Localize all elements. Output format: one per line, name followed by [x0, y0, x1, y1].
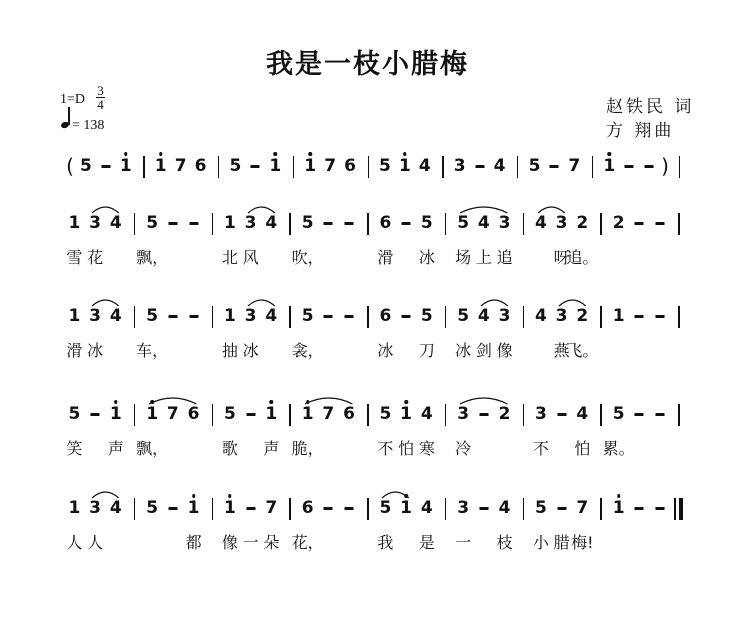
- barline: [134, 498, 135, 520]
- lyric-char: 雪: [66, 248, 83, 267]
- note-5: 5: [146, 213, 159, 233]
- note-1: 1: [269, 156, 282, 176]
- note-1: 1: [612, 306, 625, 326]
- note-6: 6: [343, 404, 355, 424]
- note-1: 1: [223, 306, 236, 326]
- lyric-char: 都: [185, 533, 202, 552]
- slur-arc: [381, 489, 410, 499]
- sustain-dash: [625, 165, 634, 168]
- sustain-dash: [656, 507, 665, 510]
- note-3: 3: [457, 404, 470, 424]
- lyric-char: 不: [377, 439, 394, 458]
- note-4: 4: [493, 156, 506, 176]
- note-1: 1: [68, 213, 81, 233]
- lyric-char: 上: [475, 248, 492, 267]
- high-octave-dot: [270, 400, 274, 404]
- note-4: 4: [109, 498, 122, 518]
- sustain-dash: [479, 413, 488, 416]
- time-signature-top: 3: [97, 83, 104, 98]
- barline: [134, 213, 135, 235]
- score-line: [0, 300, 735, 360]
- note-1: 1: [68, 498, 81, 518]
- sustain-dash: [345, 222, 354, 225]
- sustain-dash: [246, 507, 255, 510]
- lyric-char: 花，: [291, 533, 324, 552]
- note-4: 4: [418, 156, 431, 176]
- note-4: 4: [420, 498, 433, 518]
- lyric-char: 枝: [496, 533, 513, 552]
- note-6: 6: [344, 156, 356, 176]
- lyric-char: 我: [377, 533, 394, 552]
- note-1: 1: [187, 498, 200, 518]
- note-5: 5: [301, 306, 314, 326]
- sustain-dash: [345, 507, 354, 510]
- sustain-dash: [324, 315, 333, 318]
- barline: [367, 213, 368, 235]
- lyric-char: 梅!: [571, 533, 594, 552]
- slur-arc: [91, 204, 120, 214]
- note-3: 3: [89, 498, 102, 518]
- barline: [600, 498, 601, 520]
- high-octave-dot: [159, 152, 163, 156]
- note-1: 1: [603, 156, 616, 176]
- lyric-char: 燕: [553, 341, 570, 360]
- lyric-char: 追: [496, 248, 513, 267]
- slur-arc: [148, 395, 197, 405]
- barline: [600, 306, 601, 328]
- note-7: 7: [166, 404, 179, 424]
- barline: [600, 213, 601, 235]
- lyric-char: 怕: [398, 439, 415, 458]
- note-4: 4: [477, 306, 490, 326]
- note-3: 3: [555, 306, 568, 326]
- barline: [289, 306, 290, 328]
- sustain-dash: [101, 165, 110, 168]
- note-4: 4: [265, 306, 278, 326]
- high-octave-dot: [274, 152, 278, 156]
- sustain-dash: [168, 315, 177, 318]
- sustain-dash: [645, 165, 654, 168]
- barline: [523, 213, 524, 235]
- lyric-char: 是: [418, 533, 435, 552]
- sustain-dash: [251, 165, 260, 168]
- barline: [289, 213, 290, 235]
- note-1: 1: [301, 404, 314, 424]
- slur-arc: [480, 297, 509, 307]
- note-5: 5: [379, 404, 392, 424]
- lyric-char: 脆，: [291, 439, 324, 458]
- lyric-char: 风: [242, 248, 259, 267]
- lyric-char: 不: [532, 439, 549, 458]
- lyric-char: 朵: [263, 533, 280, 552]
- slur-arc: [91, 489, 120, 499]
- barline: [445, 213, 446, 235]
- barline: [212, 404, 213, 426]
- lyric-char: 一: [242, 533, 259, 552]
- lyric-char: 衾，: [291, 341, 324, 360]
- high-octave-dot: [124, 152, 128, 156]
- note-1: 1: [68, 306, 81, 326]
- lyric-char: 滑: [66, 341, 83, 360]
- barline: [523, 306, 524, 328]
- note-3: 3: [498, 213, 511, 233]
- lyric-char: 冰: [455, 341, 472, 360]
- note-5: 5: [457, 306, 470, 326]
- barline: [600, 404, 601, 426]
- lyric-char: 怕: [574, 439, 591, 458]
- sustain-dash: [656, 222, 665, 225]
- note-5: 5: [420, 213, 433, 233]
- barline: [592, 156, 593, 178]
- note-6: 6: [194, 156, 207, 176]
- sustain-dash: [91, 413, 100, 416]
- note-2: 2: [612, 213, 625, 233]
- barline: [679, 156, 680, 178]
- note-1: 1: [398, 156, 411, 176]
- barline: [212, 498, 213, 520]
- high-octave-dot: [192, 494, 196, 498]
- sustain-dash: [635, 315, 644, 318]
- high-octave-dot: [228, 494, 232, 498]
- note-4: 4: [534, 213, 547, 233]
- lyric-char: 呀: [553, 248, 570, 267]
- high-octave-dot: [114, 400, 118, 404]
- note-2: 2: [576, 306, 589, 326]
- barline: [678, 306, 679, 328]
- barline: [678, 213, 679, 235]
- lyric-char: 冰: [377, 341, 394, 360]
- final-barline-thick: [679, 498, 683, 520]
- lyric-char: 一: [455, 533, 472, 552]
- barline: [289, 498, 290, 520]
- note-5: 5: [146, 498, 159, 518]
- note-4: 4: [477, 213, 490, 233]
- lyric-char: 飘，: [136, 248, 169, 267]
- note-4: 4: [109, 213, 122, 233]
- note-7: 7: [324, 156, 337, 176]
- barline: [212, 213, 213, 235]
- lyric-char: 腊: [553, 533, 570, 552]
- note-4: 4: [576, 404, 589, 424]
- note-1: 1: [304, 156, 317, 176]
- note-1: 1: [154, 156, 167, 176]
- barline: [289, 404, 290, 426]
- note-5: 5: [528, 156, 541, 176]
- lyric-char: 累。: [602, 439, 635, 458]
- sustain-dash: [402, 222, 411, 225]
- note-1: 1: [400, 404, 413, 424]
- sustain-dash: [324, 507, 333, 510]
- sustain-dash: [168, 507, 177, 510]
- quarter-note-icon: [60, 121, 70, 129]
- note-5: 5: [80, 156, 92, 176]
- sustain-dash: [246, 413, 255, 416]
- key-signature: 1=D: [60, 92, 86, 107]
- note-4: 4: [265, 213, 278, 233]
- note-1: 1: [109, 404, 122, 424]
- barline: [367, 404, 368, 426]
- barline: [212, 306, 213, 328]
- song-title: 我是一枝小腊梅: [266, 49, 469, 80]
- barline: [445, 404, 446, 426]
- sustain-dash: [557, 507, 566, 510]
- sustain-dash: [189, 315, 198, 318]
- sustain-dash: [402, 315, 411, 318]
- note-3: 3: [453, 156, 466, 176]
- note-3: 3: [534, 404, 547, 424]
- sustain-dash: [635, 507, 644, 510]
- note-7: 7: [265, 498, 278, 518]
- barline: [134, 404, 135, 426]
- high-octave-dot: [607, 152, 611, 156]
- note-5: 5: [457, 213, 470, 233]
- note-1: 1: [119, 156, 132, 176]
- slur-arc: [459, 204, 508, 214]
- note-7: 7: [568, 156, 581, 176]
- note-2: 2: [498, 404, 511, 424]
- note-5: 5: [612, 404, 625, 424]
- slur-arc: [558, 297, 587, 307]
- lyric-char: 人: [66, 533, 83, 552]
- barline: [445, 498, 446, 520]
- note-5: 5: [146, 306, 159, 326]
- lyric-char: 飞。: [566, 341, 599, 360]
- composer-credit: 方 翔曲: [606, 121, 675, 141]
- score-line: [0, 492, 735, 552]
- note-5: 5: [223, 404, 236, 424]
- barline: [367, 498, 368, 520]
- note-3: 3: [89, 306, 102, 326]
- note-3: 3: [244, 306, 257, 326]
- note-5: 5: [379, 156, 391, 176]
- sustain-dash: [635, 413, 644, 416]
- note-4: 4: [420, 404, 433, 424]
- slur-arc: [459, 395, 508, 405]
- sustain-dash: [550, 165, 559, 168]
- lyric-char: 场: [455, 248, 472, 267]
- time-signature-bottom: 4: [97, 97, 104, 112]
- note-7: 7: [174, 156, 187, 176]
- lyric-char: 剑: [475, 341, 492, 360]
- note-5: 5: [229, 156, 242, 176]
- lyric-char: 吹，: [291, 248, 324, 267]
- note-2: 2: [576, 213, 589, 233]
- slur-arc: [91, 297, 120, 307]
- note-6: 6: [187, 404, 200, 424]
- note-3: 3: [89, 213, 102, 233]
- lyric-char: 冰: [418, 248, 435, 267]
- barline: [678, 404, 679, 426]
- barline: [293, 156, 294, 178]
- score-line: [0, 150, 735, 190]
- note-1: 1: [146, 404, 159, 424]
- note-3: 3: [244, 213, 257, 233]
- lyric-char: 滑: [377, 248, 394, 267]
- note-6: 6: [301, 498, 314, 518]
- lyric-char: 北: [221, 248, 238, 267]
- barline: [442, 156, 443, 178]
- sustain-dash: [168, 222, 177, 225]
- note-5: 5: [420, 306, 433, 326]
- lyric-char: 冰: [87, 341, 104, 360]
- note-5: 5: [379, 498, 392, 518]
- repeat-parenthesis: (: [66, 154, 74, 178]
- note-3: 3: [498, 306, 511, 326]
- lyric-char: 追。: [566, 248, 599, 267]
- lyric-char: 歌: [221, 439, 238, 458]
- sustain-dash: [635, 222, 644, 225]
- barline: [143, 156, 144, 178]
- lyricist-credit: 赵铁民 词: [606, 97, 695, 117]
- note-7: 7: [322, 404, 335, 424]
- lyric-char: 声: [263, 439, 280, 458]
- note-1: 1: [400, 498, 413, 518]
- note-4: 4: [498, 498, 511, 518]
- slur-arc: [537, 204, 566, 214]
- barline: [134, 306, 135, 328]
- slur-arc: [304, 395, 353, 405]
- lyric-char: 笑: [66, 439, 83, 458]
- tempo-marking: = 138: [72, 118, 105, 133]
- sustain-dash: [656, 315, 665, 318]
- lyric-char: 刀: [418, 341, 435, 360]
- lyric-char: 抽: [221, 341, 238, 360]
- high-octave-dot: [403, 152, 407, 156]
- high-octave-dot: [308, 152, 312, 156]
- barline: [367, 306, 368, 328]
- sustain-dash: [656, 413, 665, 416]
- sustain-dash: [479, 507, 488, 510]
- lyric-char: 飘，: [136, 439, 169, 458]
- lyric-char: 冰: [242, 341, 259, 360]
- lyric-char: 像: [221, 533, 238, 552]
- barline: [445, 306, 446, 328]
- note-3: 3: [457, 498, 470, 518]
- note-1: 1: [612, 498, 625, 518]
- final-barline-thin: [674, 498, 676, 520]
- note-4: 4: [109, 306, 122, 326]
- slur-arc: [247, 297, 276, 307]
- sustain-dash: [189, 222, 198, 225]
- sustain-dash: [475, 165, 484, 168]
- note-1: 1: [223, 213, 236, 233]
- barline: [523, 498, 524, 520]
- note-5: 5: [534, 498, 547, 518]
- note-6: 6: [379, 213, 392, 233]
- lyric-char: 声: [107, 439, 124, 458]
- lyric-char: 人: [87, 533, 104, 552]
- note-4: 4: [534, 306, 547, 326]
- lyric-char: 像: [496, 341, 513, 360]
- lyric-char: 寒: [418, 439, 435, 458]
- barline: [517, 156, 518, 178]
- sustain-dash: [324, 222, 333, 225]
- barline: [523, 404, 524, 426]
- note-3: 3: [555, 213, 568, 233]
- note-6: 6: [379, 306, 392, 326]
- time-signature: [96, 84, 105, 111]
- sustain-dash: [557, 413, 566, 416]
- repeat-parenthesis: ): [661, 154, 669, 178]
- sustain-dash: [345, 315, 354, 318]
- high-octave-dot: [617, 494, 621, 498]
- note-5: 5: [301, 213, 314, 233]
- lyric-char: 冷: [455, 439, 472, 458]
- lyric-char: 小: [532, 533, 549, 552]
- barline: [218, 156, 219, 178]
- score-line: [0, 207, 735, 267]
- score-line: [0, 398, 735, 458]
- lyric-char: 车，: [136, 341, 169, 360]
- note-7: 7: [576, 498, 589, 518]
- note-1: 1: [223, 498, 236, 518]
- high-octave-dot: [404, 400, 408, 404]
- note-1: 1: [265, 404, 278, 424]
- barline: [368, 156, 369, 178]
- note-5: 5: [68, 404, 81, 424]
- slur-arc: [247, 204, 276, 214]
- lyric-char: 花: [87, 248, 104, 267]
